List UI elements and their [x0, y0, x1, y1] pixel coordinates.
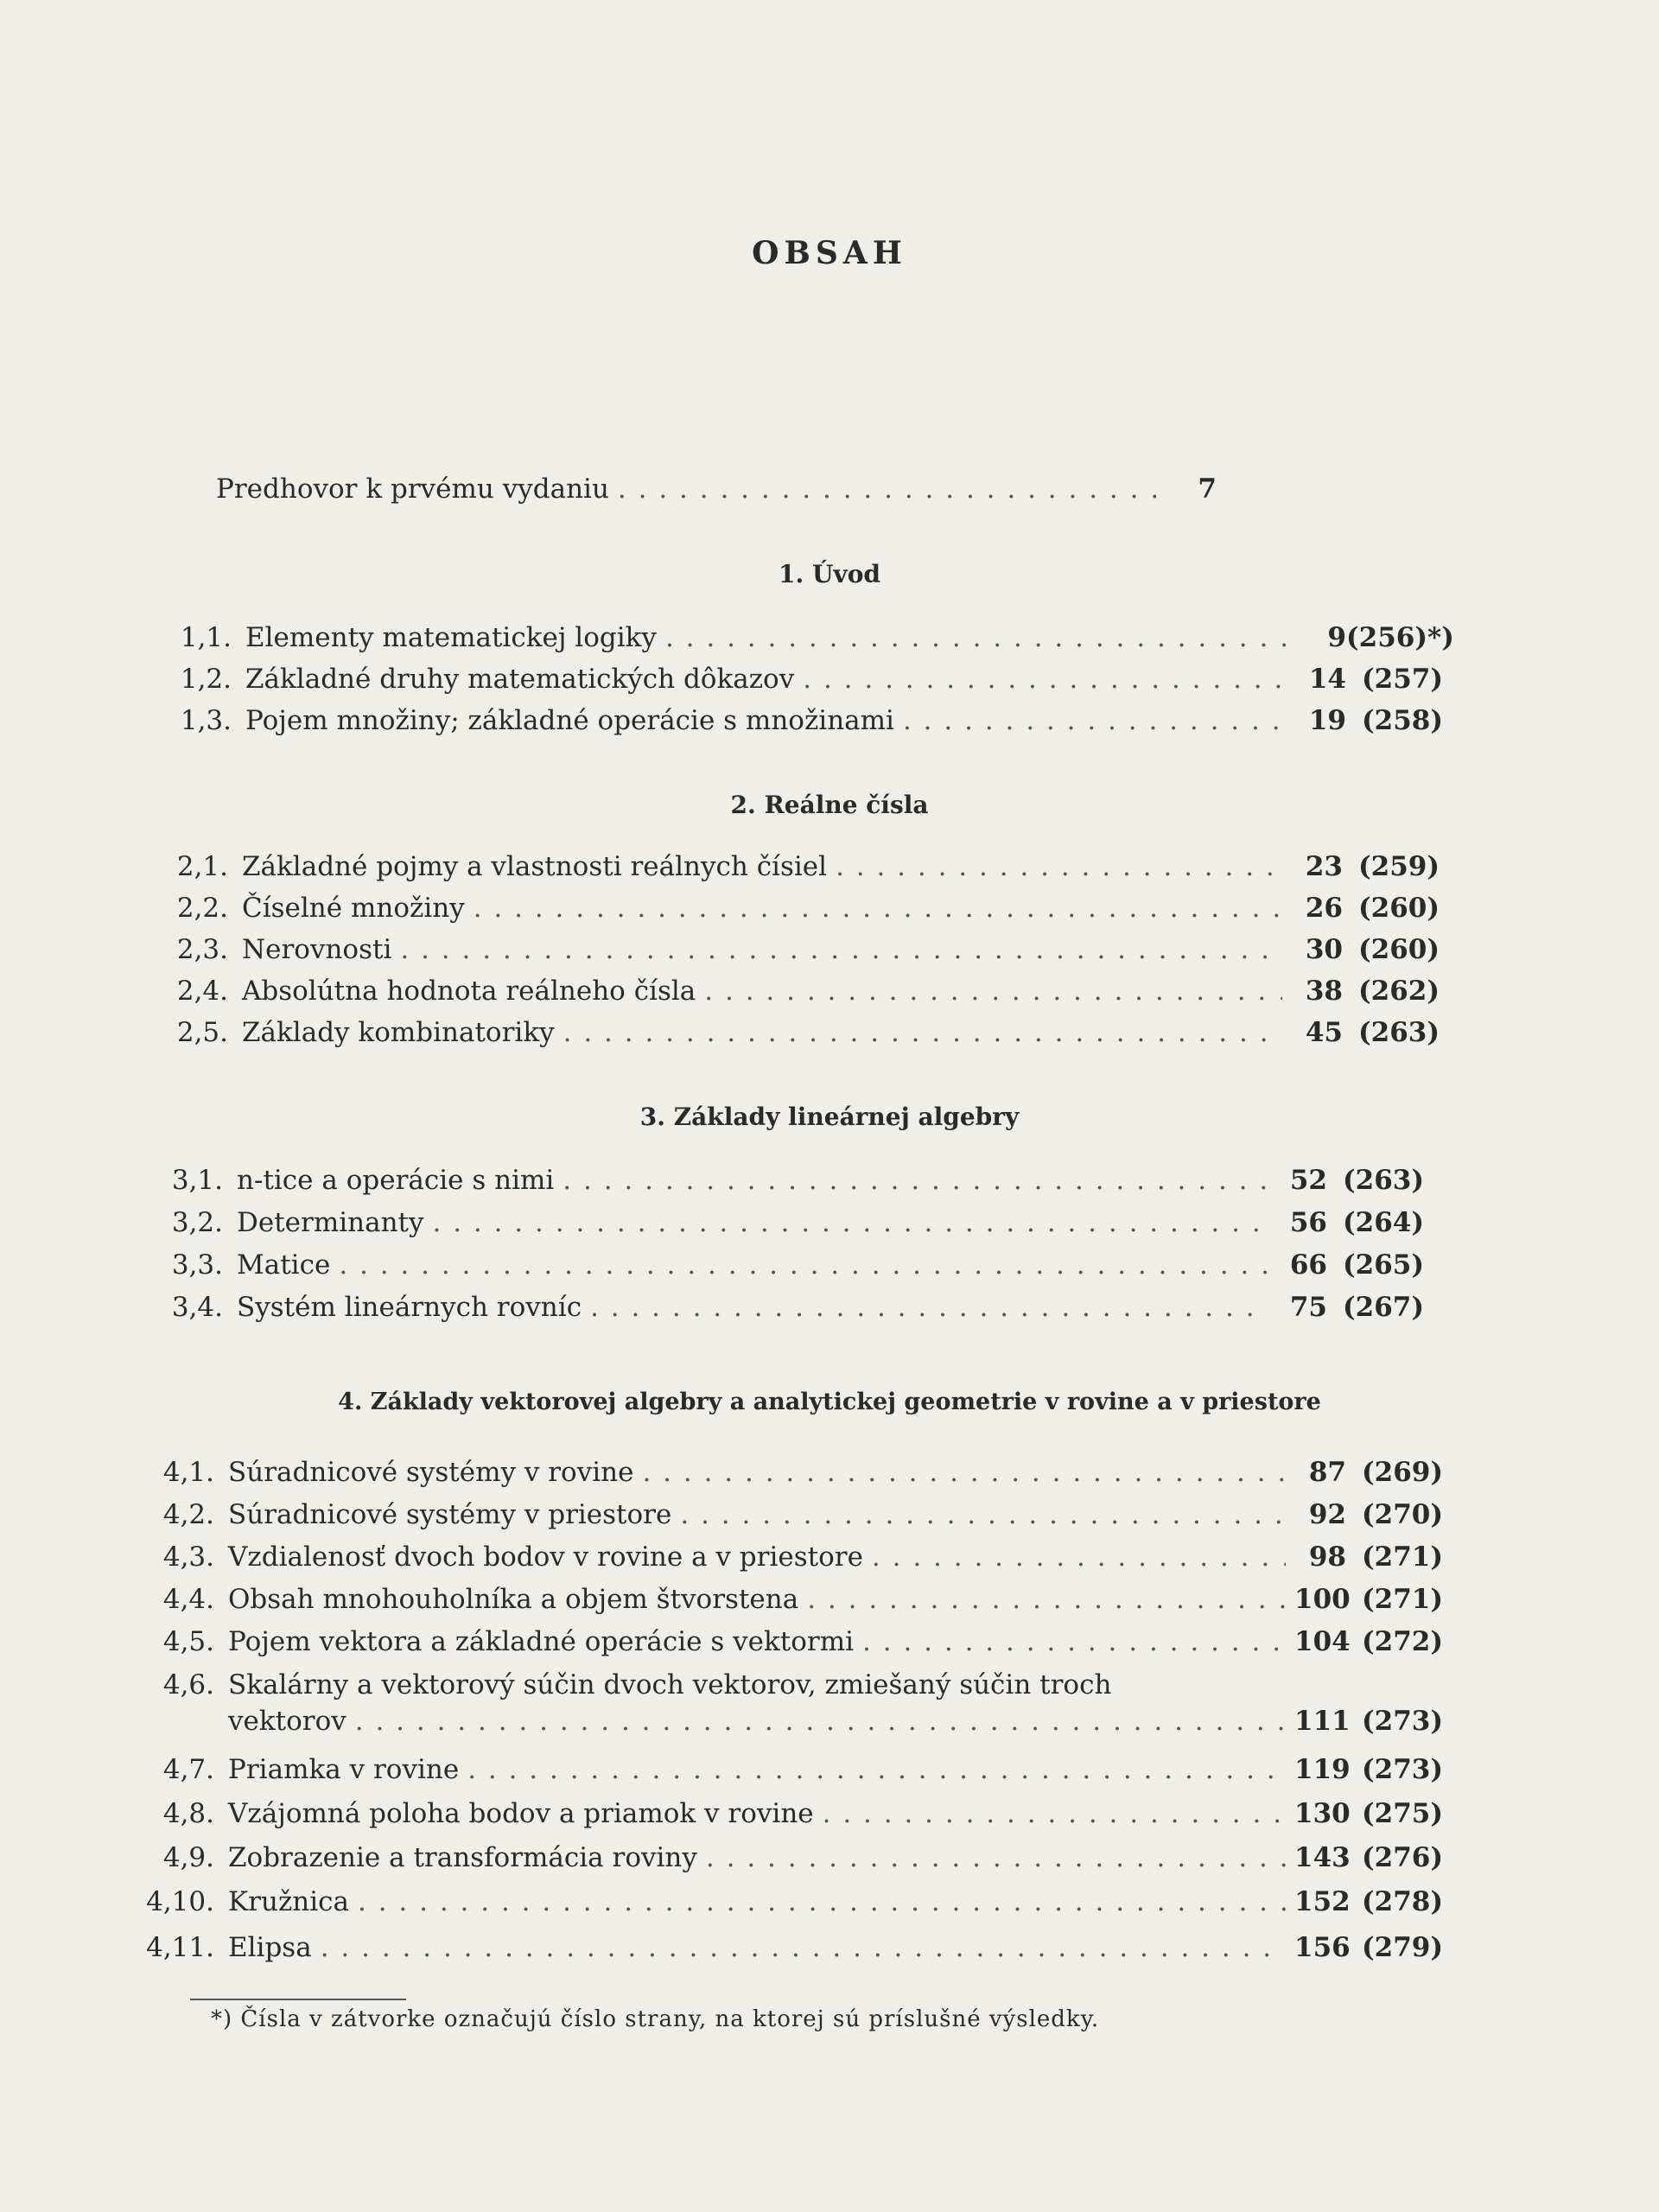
toc-entry-multiline	[138, 1669, 1443, 1738]
leader-dots	[836, 851, 1282, 882]
leader-dots	[433, 1207, 1267, 1238]
leader-dots	[807, 1584, 1286, 1615]
entry-label: Základné druhy matematických dôkazov	[245, 664, 795, 695]
entry-number: 4,9.	[162, 1842, 214, 1873]
entry-page: 9	[1327, 622, 1346, 653]
toc-entry	[152, 976, 1440, 1014]
entry-page: 143	[1294, 1842, 1351, 1873]
entry-number: 2,5.	[176, 1017, 228, 1048]
leader-dots	[321, 1932, 1286, 1963]
entry-label: Absolútna hodnota reálneho čísla	[242, 976, 696, 1007]
toc-entry	[156, 622, 1454, 660]
toc-entry-cont	[138, 1706, 1443, 1744]
toc-entry	[138, 1541, 1443, 1580]
entry-ref: (257)	[1361, 664, 1443, 695]
leader-dots	[680, 1499, 1286, 1530]
entry-page: 92	[1308, 1499, 1346, 1530]
entry-page: 100	[1294, 1584, 1351, 1615]
toc-entry	[138, 1842, 1443, 1880]
entry-label: Základné pojmy a vlastnosti reálnych čísiel	[242, 851, 828, 882]
entry-number: 4,8.	[162, 1798, 214, 1829]
toc-entry	[138, 1584, 1443, 1622]
toc-entry	[138, 1886, 1443, 1924]
entry-number: 4,6.	[162, 1669, 214, 1700]
entry-page: 19	[1308, 705, 1346, 736]
entry-label: Skalárny a vektorový súčin dvoch vektorov, zmiešaný súčin troch	[228, 1669, 1112, 1700]
entry-label: Matice	[237, 1249, 331, 1281]
toc-entry	[138, 1626, 1443, 1664]
entry-ref: (269)	[1361, 1457, 1443, 1488]
toc-entry	[152, 1017, 1440, 1055]
entry-page: 111	[1294, 1706, 1351, 1737]
entry-number: 1,3.	[180, 705, 232, 736]
entry-page: 156	[1294, 1932, 1351, 1963]
footnote: *) Čísla v zátvorke označujú číslo strany, na ktorej sú príslušné výsledky.	[211, 2006, 1100, 2032]
leader-dots	[803, 664, 1286, 695]
entry-number: 2,1.	[176, 851, 228, 882]
entry-page: 87	[1308, 1457, 1346, 1488]
toc-entry	[152, 893, 1440, 931]
leader-dots	[339, 1249, 1267, 1281]
entry-ref: (273)	[1361, 1706, 1443, 1737]
entry-label: Pojem vektora a základné operácie s vektormi	[228, 1626, 855, 1657]
entry-page: 7	[1198, 474, 1217, 505]
entry-label: Elipsa	[228, 1932, 312, 1963]
leader-dots	[903, 705, 1286, 736]
entry-number: 2,3.	[176, 934, 228, 965]
leader-dots	[400, 934, 1282, 965]
entry-number: 2,2.	[176, 893, 228, 924]
entry-ref: (275)	[1361, 1798, 1443, 1829]
footnote-rule	[190, 1999, 406, 2000]
entry-page: 98	[1308, 1541, 1346, 1573]
entry-ref: (263)	[1342, 1165, 1424, 1196]
entry-page: 14	[1308, 664, 1346, 695]
section-heading: 2. Reálne čísla	[730, 791, 929, 819]
leader-dots	[590, 1292, 1267, 1323]
entry-page: 104	[1294, 1626, 1351, 1657]
entry-ref: (270)	[1361, 1499, 1443, 1530]
leader-dots	[704, 976, 1282, 1007]
entry-ref: (278)	[1361, 1886, 1443, 1917]
entry-number: 4,3.	[162, 1541, 214, 1573]
entry-label: Obsah mnohouholníka a objem štvorstena	[228, 1584, 799, 1615]
entry-number: 4,2.	[162, 1499, 214, 1530]
entry-page: 75	[1289, 1292, 1327, 1323]
toc-entry	[147, 1165, 1424, 1203]
entry-label: Pojem množiny; základné operácie s množinami	[245, 705, 894, 736]
entry-number: 3,3.	[171, 1249, 223, 1281]
entry-label: Elementy matematickej logiky	[245, 622, 657, 653]
toc-entry	[138, 1457, 1443, 1495]
leader-dots	[358, 1886, 1286, 1917]
leader-dots	[355, 1706, 1286, 1737]
entry-page: 66	[1289, 1249, 1327, 1281]
toc-entry	[156, 705, 1443, 743]
leader-dots	[474, 893, 1282, 924]
toc-entry	[156, 664, 1443, 702]
entry-number: 1,2.	[180, 664, 232, 695]
toc-entry	[152, 851, 1440, 889]
entry-page: 23	[1305, 851, 1343, 882]
entry-ref: (264)	[1342, 1207, 1424, 1238]
entry-ref: (263)	[1357, 1017, 1440, 1048]
entry-ref: (276)	[1361, 1842, 1443, 1873]
entry-ref: (272)	[1361, 1626, 1443, 1657]
toc-entry	[147, 1292, 1424, 1330]
entry-page: 130	[1294, 1798, 1351, 1829]
section-heading: 3. Základy lineárnej algebry	[639, 1103, 1020, 1131]
entry-label: Súradnicové systémy v rovine	[228, 1457, 634, 1488]
entry-label: Nerovnosti	[242, 934, 392, 965]
entry-ref: (258)	[1361, 705, 1443, 736]
entry-label: n-tice a operácie s nimi	[237, 1165, 555, 1196]
entry-number: 1,1.	[180, 622, 232, 653]
entry-ref: (260)	[1357, 934, 1440, 965]
entry-page: 26	[1305, 893, 1343, 924]
toc-entry	[147, 1249, 1424, 1287]
entry-ref: (273)	[1361, 1754, 1443, 1785]
entry-page: 119	[1294, 1754, 1351, 1785]
toc-entry	[138, 1932, 1443, 1970]
entry-ref: (265)	[1342, 1249, 1424, 1281]
entry-page: 45	[1305, 1017, 1343, 1048]
entry-label: Vzájomná poloha bodov a priamok v rovine	[228, 1798, 814, 1829]
leader-dots	[706, 1842, 1286, 1873]
entry-ref: (262)	[1357, 976, 1440, 1007]
toc-entry	[152, 934, 1440, 972]
entry-page: 38	[1305, 976, 1343, 1007]
entry-ref: (260)	[1357, 893, 1440, 924]
entry-label: Kružnica	[228, 1886, 349, 1917]
entry-number: 3,1.	[171, 1165, 223, 1196]
entry-number: 3,4.	[171, 1292, 223, 1323]
entry-ref: (279)	[1361, 1932, 1443, 1963]
entry-number: 4,7.	[162, 1754, 214, 1785]
leader-dots	[823, 1798, 1286, 1829]
entry-page: 152	[1294, 1886, 1351, 1917]
entry-ref: (259)	[1357, 851, 1440, 882]
entry-ref: (256)*)	[1346, 622, 1454, 653]
leader-dots	[563, 1017, 1282, 1048]
entry-number: 4,11.	[146, 1932, 214, 1963]
entry-label: Priamka v rovine	[228, 1754, 460, 1785]
entry-ref: (267)	[1342, 1292, 1424, 1323]
entry-ref: (271)	[1361, 1541, 1443, 1573]
entry-label: Číselné množiny	[242, 893, 465, 924]
entry-number: 4,10.	[146, 1886, 214, 1917]
leader-dots	[862, 1626, 1286, 1657]
section-heading: 4. Základy vektorovej algebry a analytickej geometrie v rovine a v priestore	[338, 1389, 1321, 1415]
entry-number: 4,4.	[162, 1584, 214, 1615]
leader-dots	[642, 1457, 1286, 1488]
page-title: OBSAH	[752, 235, 907, 271]
leader-dots	[467, 1754, 1286, 1785]
entry-label-cont: vektorov	[228, 1706, 346, 1737]
toc-entry	[147, 1207, 1424, 1245]
entry-number: 4,1.	[162, 1457, 214, 1488]
entry-label: Determinanty	[237, 1207, 424, 1238]
entry-label: Súradnicové systémy v priestore	[228, 1499, 672, 1530]
leader-dots	[618, 474, 1156, 505]
entry-ref: (271)	[1361, 1584, 1443, 1615]
toc-entry-preface	[216, 474, 1313, 512]
entry-number: 2,4.	[176, 976, 228, 1007]
entry-label: Zobrazenie a transformácia roviny	[228, 1842, 697, 1873]
entry-number: 3,2.	[171, 1207, 223, 1238]
toc-entry	[138, 1798, 1443, 1836]
leader-dots	[872, 1541, 1286, 1573]
entry-label: Predhovor k prvému vydaniu	[216, 474, 609, 505]
entry-number: 4,5.	[162, 1626, 214, 1657]
entry-label: Základy kombinatoriky	[242, 1017, 555, 1048]
toc-entry	[138, 1754, 1443, 1792]
entry-label: Vzdialenosť dvoch bodov v rovine a v priestore	[228, 1541, 863, 1573]
entry-page: 30	[1305, 934, 1343, 965]
leader-dots	[563, 1165, 1267, 1196]
entry-page: 56	[1289, 1207, 1327, 1238]
entry-label: Systém lineárnych rovníc	[237, 1292, 582, 1323]
toc-entry	[138, 1499, 1443, 1537]
leader-dots	[665, 622, 1286, 653]
section-heading: 1. Úvod	[779, 560, 880, 588]
entry-page: 52	[1289, 1165, 1327, 1196]
